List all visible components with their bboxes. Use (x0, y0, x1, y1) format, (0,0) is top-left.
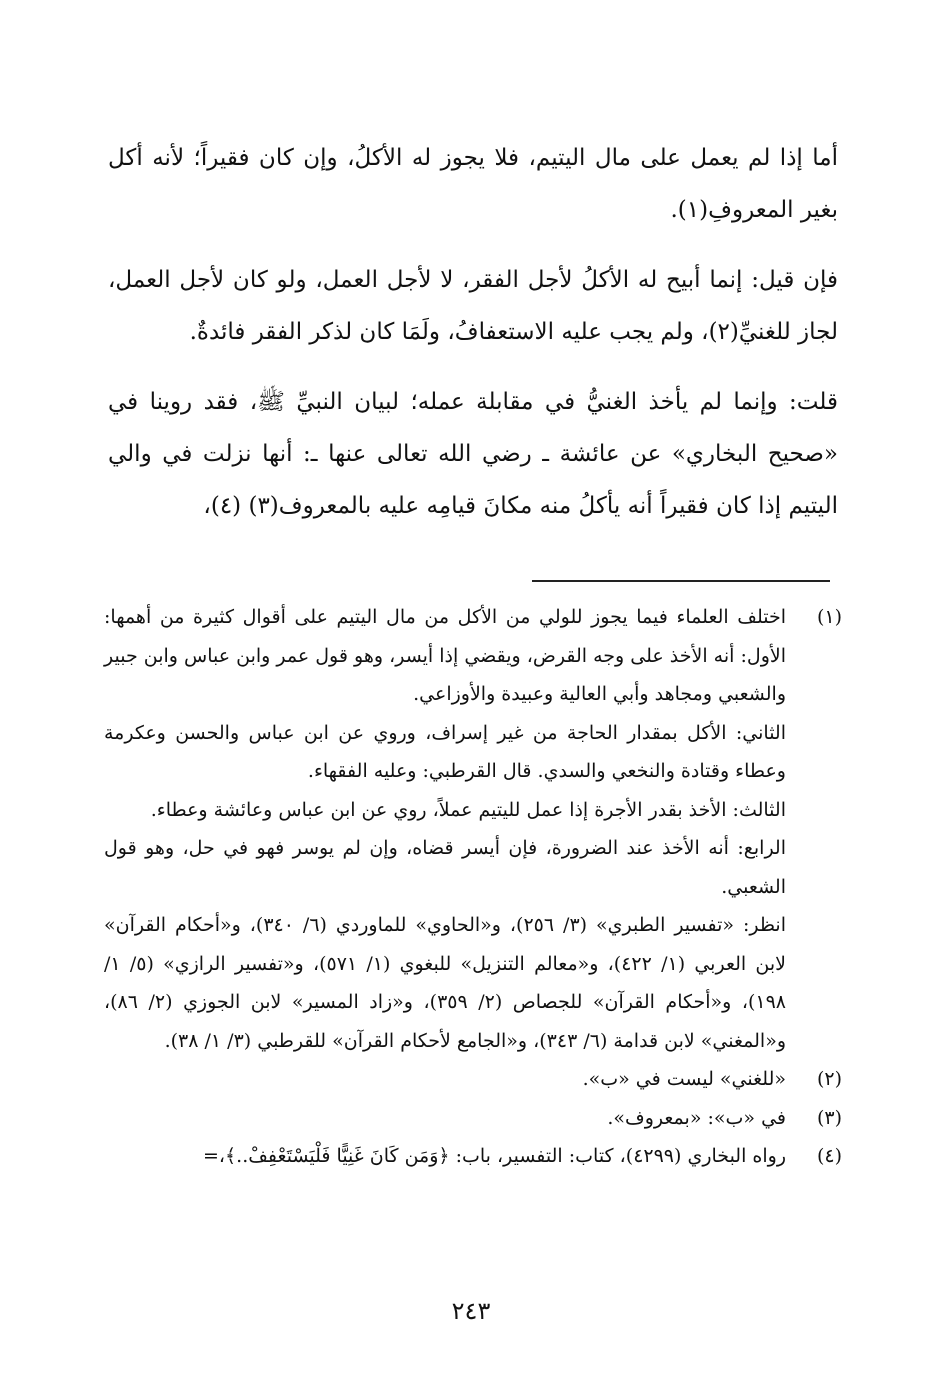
footnote-number: (٤) (816, 1145, 842, 1167)
footnote-body (104, 1137, 786, 1176)
footnote-number: (٢) (816, 1068, 842, 1090)
paragraph-1: أما إذا لم يعمل على مال اليتيم، فلا يجوز له الأكلُ، وإن كان فقيراً؛ لأنه أكل بغير المعروفِ(١). (108, 145, 838, 223)
footnote-line: رواه البخاري (٤٢٩٩)، كتاب: التفسير، باب: ﴿وَمَن كَانَ غَنِيًّا فَلْيَسْتَعْفِفْ..﴾،= (203, 1145, 786, 1167)
paragraph-3: قلت: وإنما لم يأخذ الغنيُّ في مقابلة عمله؛ لبيان النبيِّ ﷺ، فقد روينا في «صحيح البخاري» عن عائشة ـ رضي الله تعالى عنها ـ: أنها نزلت في والي اليتيم إذا كان فقيراً أنه يأكلُ منه مكانَ قيامِه عليه بالمعروف(٣) (٤)، (108, 389, 838, 519)
footnote-line: انظر: «تفسير الطبري» (٣/ ٢٥٦)، و«الحاوي» للماوردي (٦/ ٣٤٠)، و«أحكام القرآن» لابن العربي (١/ ٤٢٢)، و«معالم التنزيل» للبغوي (١/ ٥٧١)، و«تفسير الرازي» (٥/ ١/ ١٩٨)، و«أحكام القرآن» للجصاص (٢/ ٣٥٩)، و«زاد المسير» لابن الجوزي (٢/ ٨٦)، و«المغني» لابن قدامة (٦/ ٣٤٣)، و«الجامع لأحكام القرآن» للقرطبي (٣/ ١/ ٣٨). (104, 914, 787, 1052)
footnote-body (104, 1060, 786, 1099)
footnote-number: (٣) (816, 1106, 842, 1129)
footnote-2 (104, 1060, 842, 1099)
footnote-line: الرابع: أنه الأخذ عند الضرورة، فإن أيسر قضاه، وإن لم يوسر فهو في حل، وهو قول الشعبي. (104, 837, 786, 898)
footnotes (104, 598, 842, 1176)
footnote-body (104, 1099, 786, 1138)
footnote-4 (104, 1137, 842, 1176)
paragraph-2: فإن قيل: إنما أبيح له الأكلُ لأجل الفقر، لا لأجل العمل، ولو كان لأجل العمل، لجاز للغنيِّ(٢)، ولم يجب عليه الاستعفافُ، ولَمَا كان لذكر الفقر فائدةٌ. (108, 267, 838, 345)
footnote-1 (104, 598, 842, 1060)
page-number: ٢٤٣ (451, 1297, 491, 1325)
footnote-separator (532, 580, 830, 582)
footnote-line: في «ب»: «بمعروف». (607, 1106, 786, 1129)
footnote-line: اختلف العلماء فيما يجوز للولي من الأكل من مال اليتيم على أقوال كثيرة من أهمها: الأول: أنه الأخذ على وجه القرض، ويقضي إذا أيسر، وهو قول عمر وابن عباس وابن جبير والشعبي ومجاهد وأبي العالية وعبيدة والأوزاعي. (104, 606, 786, 705)
main-text (108, 132, 838, 550)
footnote-line: الثالث: الأخذ بقدر الأجرة إذا عمل لليتيم عملاً، روي عن ابن عباس وعائشة وعطاء. (150, 798, 786, 821)
footnote-line: الثاني: الأكل بمقدار الحاجة من غير إسراف، وروي عن ابن عباس والحسن وعكرمة وعطاء وقتادة والنخعي والسدي. قال القرطبي: وعليه الفقهاء. (104, 721, 786, 782)
footnote-3 (104, 1099, 842, 1138)
footnote-number: (١) (816, 606, 842, 628)
footnote-body (104, 598, 786, 1060)
footnote-line: «للغني» ليست في «ب». (582, 1068, 786, 1090)
